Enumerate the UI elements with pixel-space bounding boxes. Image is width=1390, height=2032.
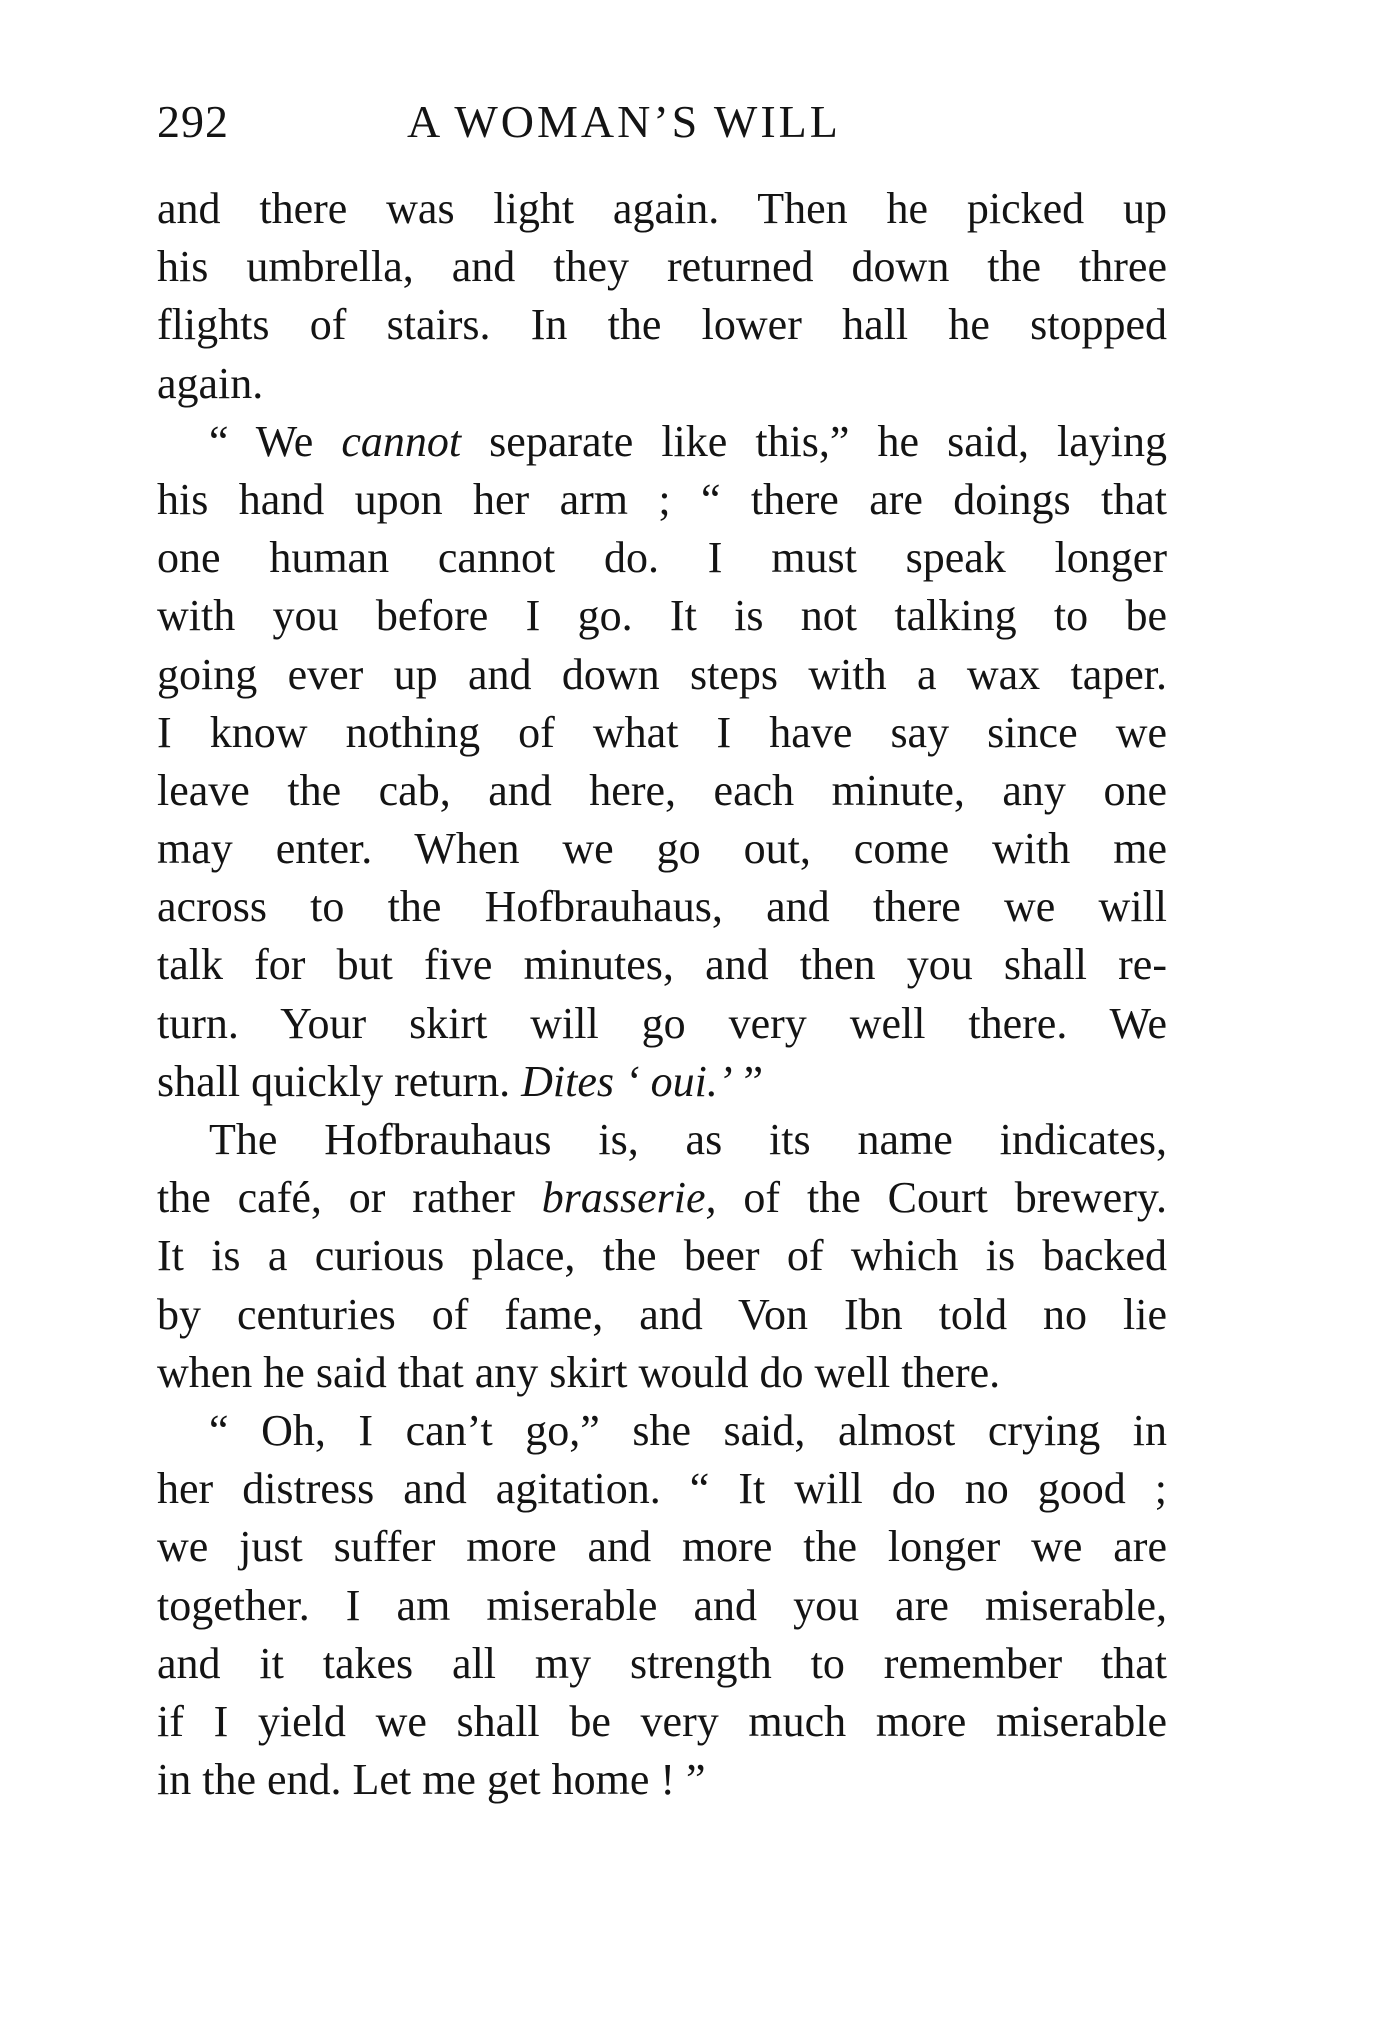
body-text [157, 180, 1167, 1809]
text-line: may enter. When we go out, come with me [157, 824, 1167, 874]
text-line: his hand upon her arm ; “ there are doings that [157, 474, 1167, 524]
text-line: and there was light again. Then he picked up [157, 184, 1167, 233]
text-line [157, 413, 1167, 471]
text-run: the café, or rather [157, 1173, 542, 1223]
text-line: his umbrella, and they returned down the three [157, 242, 1167, 292]
text-line: when he said that any skirt would do well there. [157, 1347, 1001, 1397]
text-line: by centuries of fame, and Von Ibn told no lie [157, 1289, 1167, 1339]
text-line: going ever up and down steps with a wax taper. [157, 649, 1167, 699]
text-line: leave the cab, and here, each minute, any one [157, 765, 1167, 815]
text-line: one human cannot do. I must speak longer [157, 533, 1167, 583]
text-line: The Hofbrauhaus is, as its name indicates, [209, 1115, 1167, 1164]
text-line: I know nothing of what I have say since we [157, 707, 1167, 757]
text-run: of the Court brewery. [716, 1173, 1167, 1223]
text-line: together. I am miserable and you are miserable, [157, 1580, 1167, 1630]
text-line: talk for but five minutes, and then you shall re- [157, 940, 1167, 990]
text-line: again. [157, 358, 264, 408]
text-line: we just suffer more and more the longer we are [157, 1522, 1167, 1572]
text-line: flights of stairs. In the lower hall he stopped [157, 300, 1167, 350]
text-run: separate like this,” he said, laying [461, 416, 1167, 466]
text-line: with you before I go. It is not talking to be [157, 591, 1167, 641]
text-run: “ We [209, 416, 342, 466]
text-line: if I yield we shall be very much more miserable [157, 1696, 1167, 1746]
text-line: in the end. Let me get home ! ” [157, 1755, 706, 1805]
italic-run: Dites ‘ oui.’ [521, 1056, 733, 1106]
text-run: shall quickly return. [157, 1056, 522, 1106]
text-line: turn. Your skirt will go very well there. We [157, 998, 1167, 1048]
running-title: A WOMAN’S WILL [407, 96, 841, 147]
text-line: her distress and agitation. “ It will do no good ; [157, 1464, 1167, 1514]
text-line [157, 1169, 1167, 1227]
italic-run: cannot [341, 416, 462, 466]
page-number: 292 [157, 96, 229, 147]
text-line: and it takes all my strength to remember that [157, 1638, 1167, 1688]
running-header [157, 92, 1167, 152]
italic-run: brasserie, [541, 1173, 717, 1223]
text-line: “ Oh, I can’t go,” she said, almost crying in [209, 1405, 1167, 1455]
text-line [157, 1053, 1167, 1111]
text-line: across to the Hofbrauhaus, and there we will [157, 882, 1167, 932]
text-run: ” [732, 1056, 764, 1106]
text-line: It is a curious place, the beer of which is backed [157, 1231, 1167, 1281]
